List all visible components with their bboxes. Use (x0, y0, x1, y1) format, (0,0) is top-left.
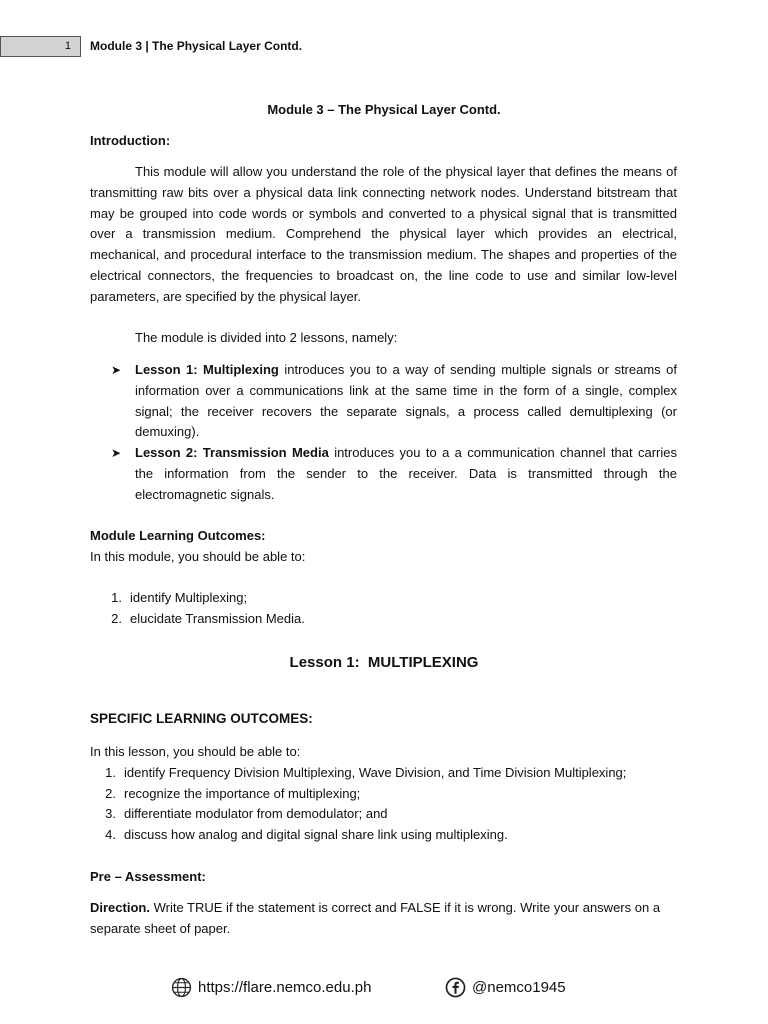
specific-outcome-item: 1. identify Frequency Division Multiplexing, Wave Division, and Time Division Multiplexing; (105, 765, 627, 780)
document-title: Module 3 – The Physical Layer Contd. (267, 102, 501, 117)
direction-text: Write TRUE if the statement is correct and FALSE if it is wrong. Write your answers on a separate sheet of paper. (90, 900, 661, 936)
lesson-item-title: Lesson 1: Multiplexing (135, 362, 279, 377)
specific-outcomes-heading: SPECIFIC LEARNING OUTCOMES: (90, 711, 313, 726)
page-number: 1 (64, 40, 71, 52)
globe-icon (171, 977, 192, 998)
website-link[interactable]: https://flare.nemco.edu.ph (198, 979, 372, 996)
pre-assessment-heading: Pre – Assessment: (90, 869, 206, 884)
lesson-item-text: introduces you to a a communication channel that carries the information from the sender to the receiver. Data is transmitted through the electromagnetic signals. (135, 445, 678, 502)
footer-facebook[interactable] (445, 977, 566, 998)
pre-assessment-direction (90, 898, 677, 940)
lesson-item (90, 360, 677, 443)
lesson-list (90, 360, 677, 506)
facebook-handle[interactable]: @nemco1945 (472, 979, 566, 996)
lesson-item-title: Lesson 2: Transmission Media (135, 445, 329, 461)
lesson-item (90, 443, 677, 505)
footer-website[interactable] (171, 977, 371, 998)
facebook-icon (445, 977, 466, 998)
lesson-item-text: introduces you to a way of sending multiple signals or streams of information over a communications link at the same time in the form of a single, complex signal; the receiver recovers the separate signals, a process called demultiplexing (or demuxing). (135, 362, 677, 440)
module-outcomes-intro: In this module, you should be able to: (90, 549, 306, 564)
running-header: Module 3 | The Physical Layer Contd. (90, 39, 303, 53)
introduction-paragraph: This module will allow you understand the role of the physical layer that defines the means of transmitting raw bits over a physical data link connecting network nodes. Understand bitstream that may be grouped into code words or symbols and converted to a physical signal that is transmitted over a transmission medium. Comprehend the physical layer which provides an electrical, mechanical, and procedural interface to the transmission medium. The shapes and properties of the electrical connectors, the frequencies to broadcast on, the line code to use and similar low-level parameters, are specified by the physical layer. (90, 164, 677, 304)
specific-outcome-item: 2. recognize the importance of multiplexing; (105, 786, 361, 801)
lesson-title: Lesson 1: MULTIPLEXING (289, 654, 479, 671)
arrow-bullet-icon: ➤ (111, 363, 122, 377)
arrow-bullet-icon: ➤ (111, 446, 122, 461)
module-outcome-item: 1. identify Multiplexing; (111, 590, 248, 605)
specific-outcomes-intro: In this lesson, you should be able to: (90, 744, 301, 759)
introduction-heading: Introduction: (90, 133, 171, 148)
module-outcomes-heading: Module Learning Outcomes: (90, 528, 266, 543)
page-number-box (0, 36, 81, 57)
specific-outcome-item: 3. differentiate modulator from demodulator; and (105, 806, 388, 821)
module-outcome-item: 2. elucidate Transmission Media. (111, 611, 305, 626)
lessons-intro: The module is divided into 2 lessons, namely: (135, 330, 398, 345)
direction-label: Direction. (90, 900, 150, 915)
specific-outcome-item: 4. discuss how analog and digital signal share link using multiplexing. (105, 827, 508, 842)
